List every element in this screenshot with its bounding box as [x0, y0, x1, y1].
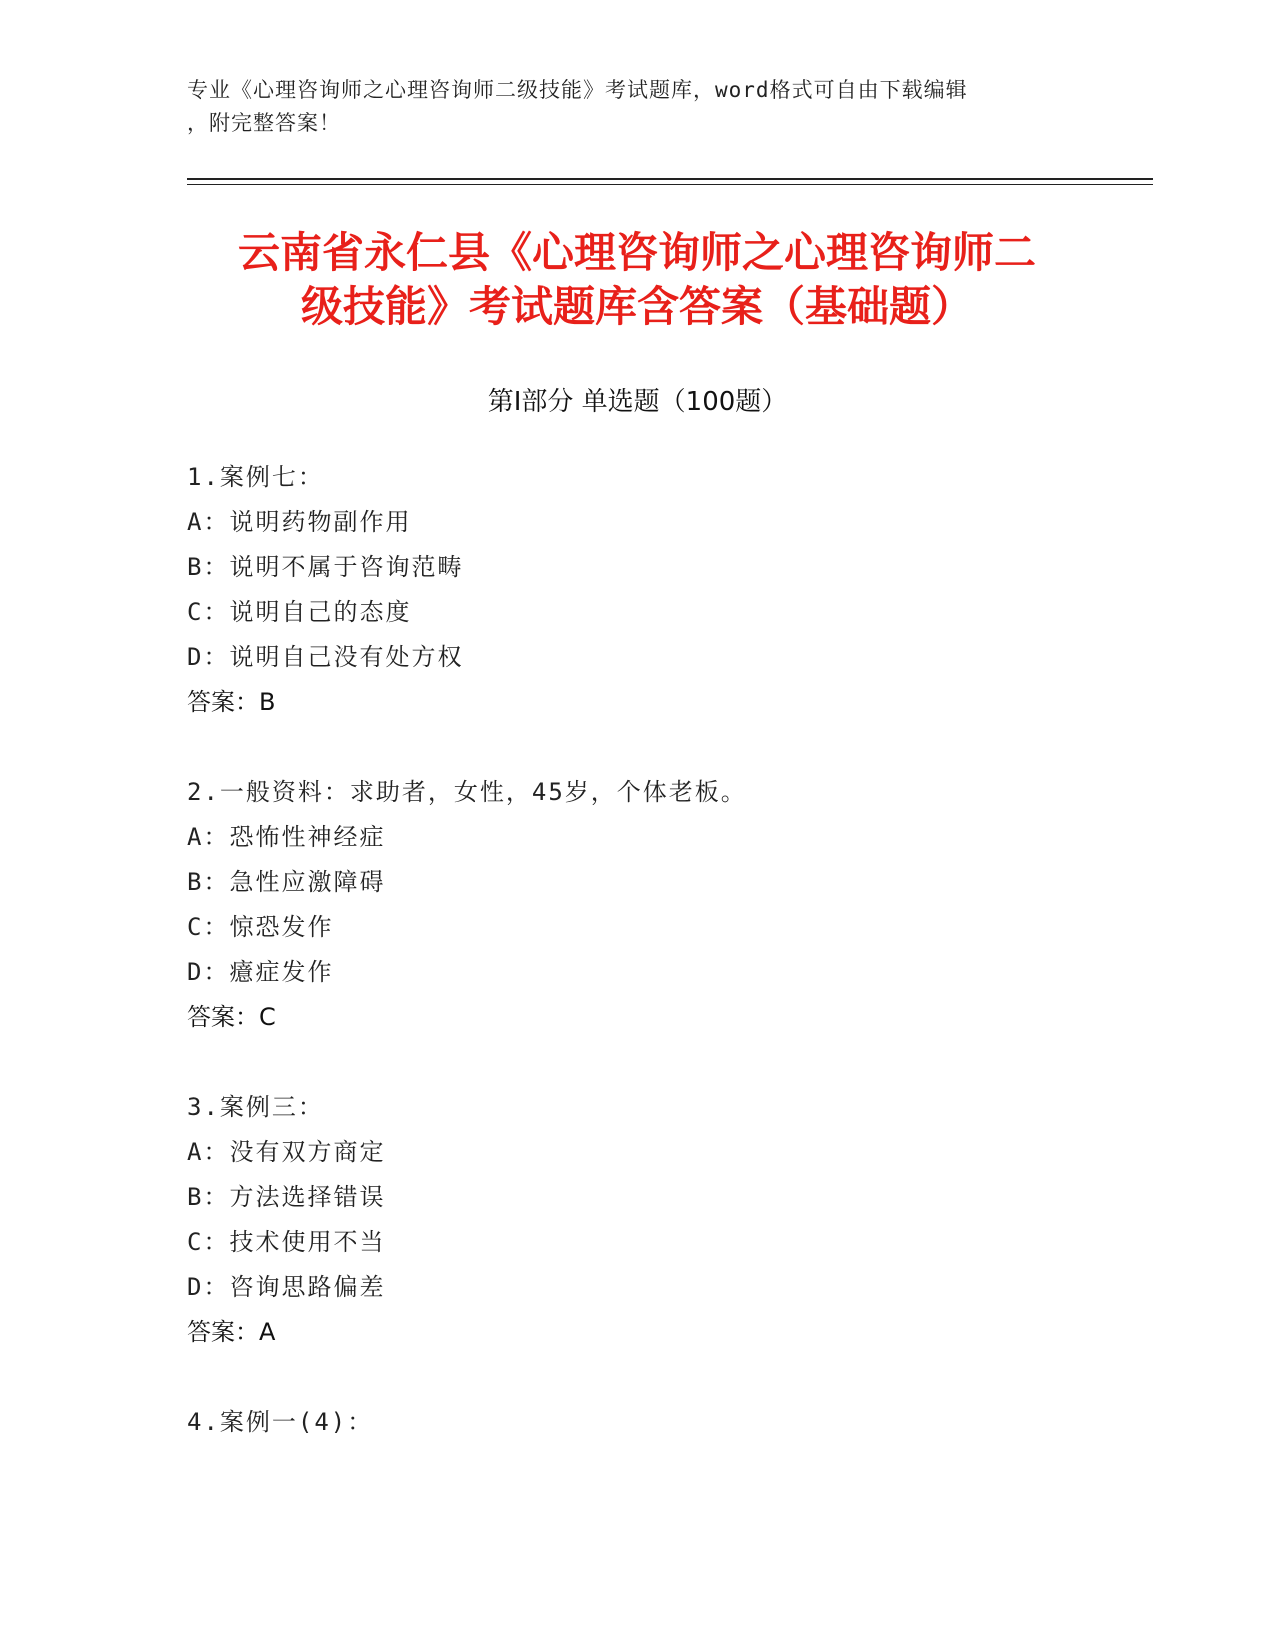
- option-b: B：急性应激障碍: [187, 868, 386, 896]
- option-c: C：惊恐发作: [187, 913, 334, 941]
- option-d: D：说明自己没有处方权: [187, 643, 464, 671]
- question-stem: 1.案例七：: [187, 463, 324, 491]
- option-b: B：方法选择错误: [187, 1183, 386, 1211]
- option-b: B：说明不属于咨询范畴: [187, 553, 464, 581]
- question-4: [187, 1400, 1087, 1445]
- question-2: [187, 770, 1087, 1040]
- header-divider-thin: [187, 184, 1153, 185]
- option-c: C：说明自己的态度: [187, 598, 412, 626]
- answer: 答案：B: [187, 688, 276, 716]
- option-d: D：癔症发作: [187, 958, 334, 986]
- option-d: D：咨询思路偏差: [187, 1273, 386, 1301]
- question-stem: 3.案例三：: [187, 1093, 324, 1121]
- document-title-line-1: 云南省永仁县《心理咨询师之心理咨询师二: [237, 228, 1036, 277]
- question-stem: 4.案例一(4)：: [187, 1408, 374, 1436]
- header-note-line-2: ，附完整答案！: [187, 111, 341, 135]
- option-a: A：没有双方商定: [187, 1138, 386, 1166]
- header-note-line-1: 专业《心理咨询师之心理咨询师二级技能》考试题库，word格式可自由下载编辑: [187, 78, 968, 102]
- header-note: [187, 74, 1067, 140]
- option-a: A：恐怖性神经症: [187, 823, 386, 851]
- header-divider-thick: [187, 178, 1153, 180]
- answer: 答案：A: [187, 1318, 276, 1346]
- option-c: C：技术使用不当: [187, 1228, 386, 1256]
- question-1: [187, 455, 1087, 725]
- section-heading: 第Ⅰ部分 单选题（100题）: [487, 387, 788, 417]
- question-3: [187, 1085, 1087, 1355]
- question-stem: 2.一般资料：求助者，女性，45岁，个体老板。: [187, 778, 747, 806]
- answer: 答案：C: [187, 1003, 276, 1031]
- option-a: A：说明药物副作用: [187, 508, 412, 536]
- document-title-line-2: 级技能》考试题库含答案（基础题）: [300, 282, 973, 331]
- document-title: [187, 226, 1087, 334]
